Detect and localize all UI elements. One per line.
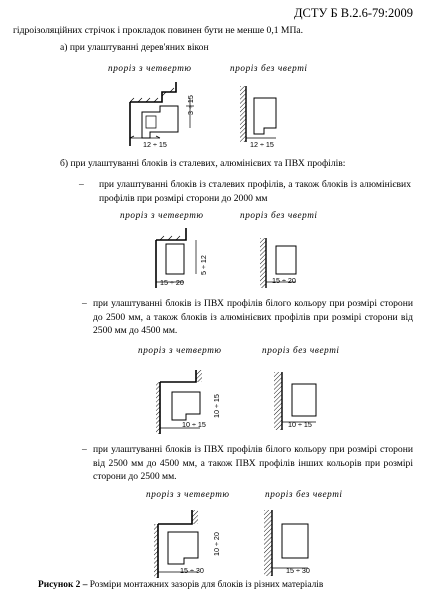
b1-label-without: проріз без чверті: [240, 210, 318, 220]
b3-dim-vertical: 10 ÷ 20: [212, 532, 221, 556]
b1-dim-vertical: 5 ÷ 12: [199, 255, 208, 275]
section-b-title: б) при улаштуванні блоків із сталевих, алюмінієвих та ПВХ профілів:: [60, 158, 346, 169]
bullet-2-text: при улаштуванні блоків із ПВХ профілів білого кольору при розмірі сторони до 2500 мм, а також блоків із алюмінієвих профілів при розмірі сторони від 2500 мм до 4500 мм.: [93, 298, 413, 337]
bullet-1-text: при улаштуванні блоків із сталевих профілів, а також блоків із алюмінієвих профілів при розмірі сторони до 2000 мм: [99, 179, 411, 204]
bullet-3-text: при улаштуванні блоків із ПВХ профілів білого кольору при розмірі сторони від 2500 мм до 4500 мм, а також ПВХ профілів інших кольорів при розмірі сторони до 2500 мм.: [93, 444, 413, 483]
b1-dim-h1: 15 ÷ 20: [160, 278, 184, 287]
b2-dim-h1: 10 ÷ 15: [182, 420, 206, 429]
caption-dash: –: [82, 580, 88, 590]
section-a-dim-h2: 12 ÷ 15: [250, 140, 274, 149]
intro-line: гідроізоляційних стрічок і прокладок повинен бути не менше 0,1 МПа.: [13, 25, 304, 36]
caption-text: Розміри монтажних зазорів для блоків із різних матеріалів: [89, 580, 324, 590]
b2-label-without: проріз без чверті: [262, 345, 340, 355]
figure-caption: [38, 580, 323, 590]
standard-header: ДСТУ Б В.2.6-79:2009: [293, 6, 413, 20]
section-a-dim-vertical: 3 ÷ 15: [186, 95, 195, 115]
bullet-3-dash: –: [82, 444, 87, 455]
b3-label-without: проріз без чверті: [265, 489, 343, 499]
b2-label-with: проріз з четвертю: [138, 345, 222, 355]
caption-label: Рисунок 2: [38, 580, 81, 590]
section-a-label-with: проріз з четвертю: [108, 63, 192, 73]
bullet-2-dash: –: [82, 298, 87, 309]
b3-dim-h1: 15 ÷ 30: [180, 566, 204, 575]
section-a-label-without: проріз без чверті: [230, 63, 308, 73]
bullet-1-dash: –: [79, 179, 84, 190]
b2-dim-vertical: 10 ÷ 15: [212, 394, 221, 418]
b3-dim-h2: 15 ÷ 30: [286, 566, 310, 575]
b3-label-with: проріз з четвертю: [146, 489, 230, 499]
section-a-dim-h1: 12 ÷ 15: [143, 140, 167, 149]
b1-dim-h2: 15 ÷ 20: [272, 276, 296, 285]
b1-label-with: проріз з четвертю: [120, 210, 204, 220]
section-a-title: а) при улаштуванні дерев'яних вікон: [60, 42, 209, 53]
b2-dim-h2: 10 ÷ 15: [288, 420, 312, 429]
